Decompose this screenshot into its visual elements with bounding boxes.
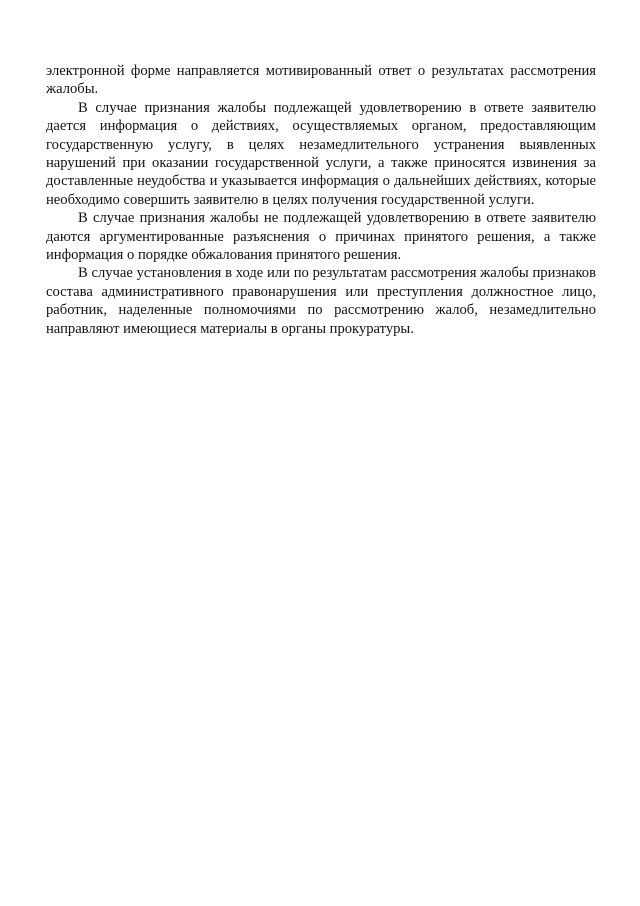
paragraph-complaint-satisfied: В случае признания жалобы подлежащей удовлетворению в ответе заявителю дается информация о действиях, осуществляемых органом, предоставляющим государственную услугу, в целях незамедлительного устранения выявленных нарушений при оказании государственной услуги, а также приносятся извинения за доставленные неудобства и указывается информация о дальнейших действиях, которые необходимо совершить заявителю в целях получения государственной услуги. — [46, 99, 596, 208]
paragraph-complaint-rejected: В случае признания жалобы не подлежащей удовлетворению в ответе заявителю даются аргументированные разъяснения о причинах принятого решения, а также информация о порядке обжалования принятого решения. — [46, 210, 596, 264]
document-page — [46, 62, 596, 338]
paragraph-offense-referral: В случае установления в ходе или по результатам рассмотрения жалобы признаков состава административного правонарушения или преступления должностное лицо, работник, наделенные полномочиями по рассмотрению жалоб, незамедлительно направляют имеющиеся материалы в органы прокуратуры. — [46, 265, 596, 337]
paragraph-continuation: электронной форме направляется мотивированный ответ о результатах рассмотрения жалобы. — [46, 63, 596, 98]
